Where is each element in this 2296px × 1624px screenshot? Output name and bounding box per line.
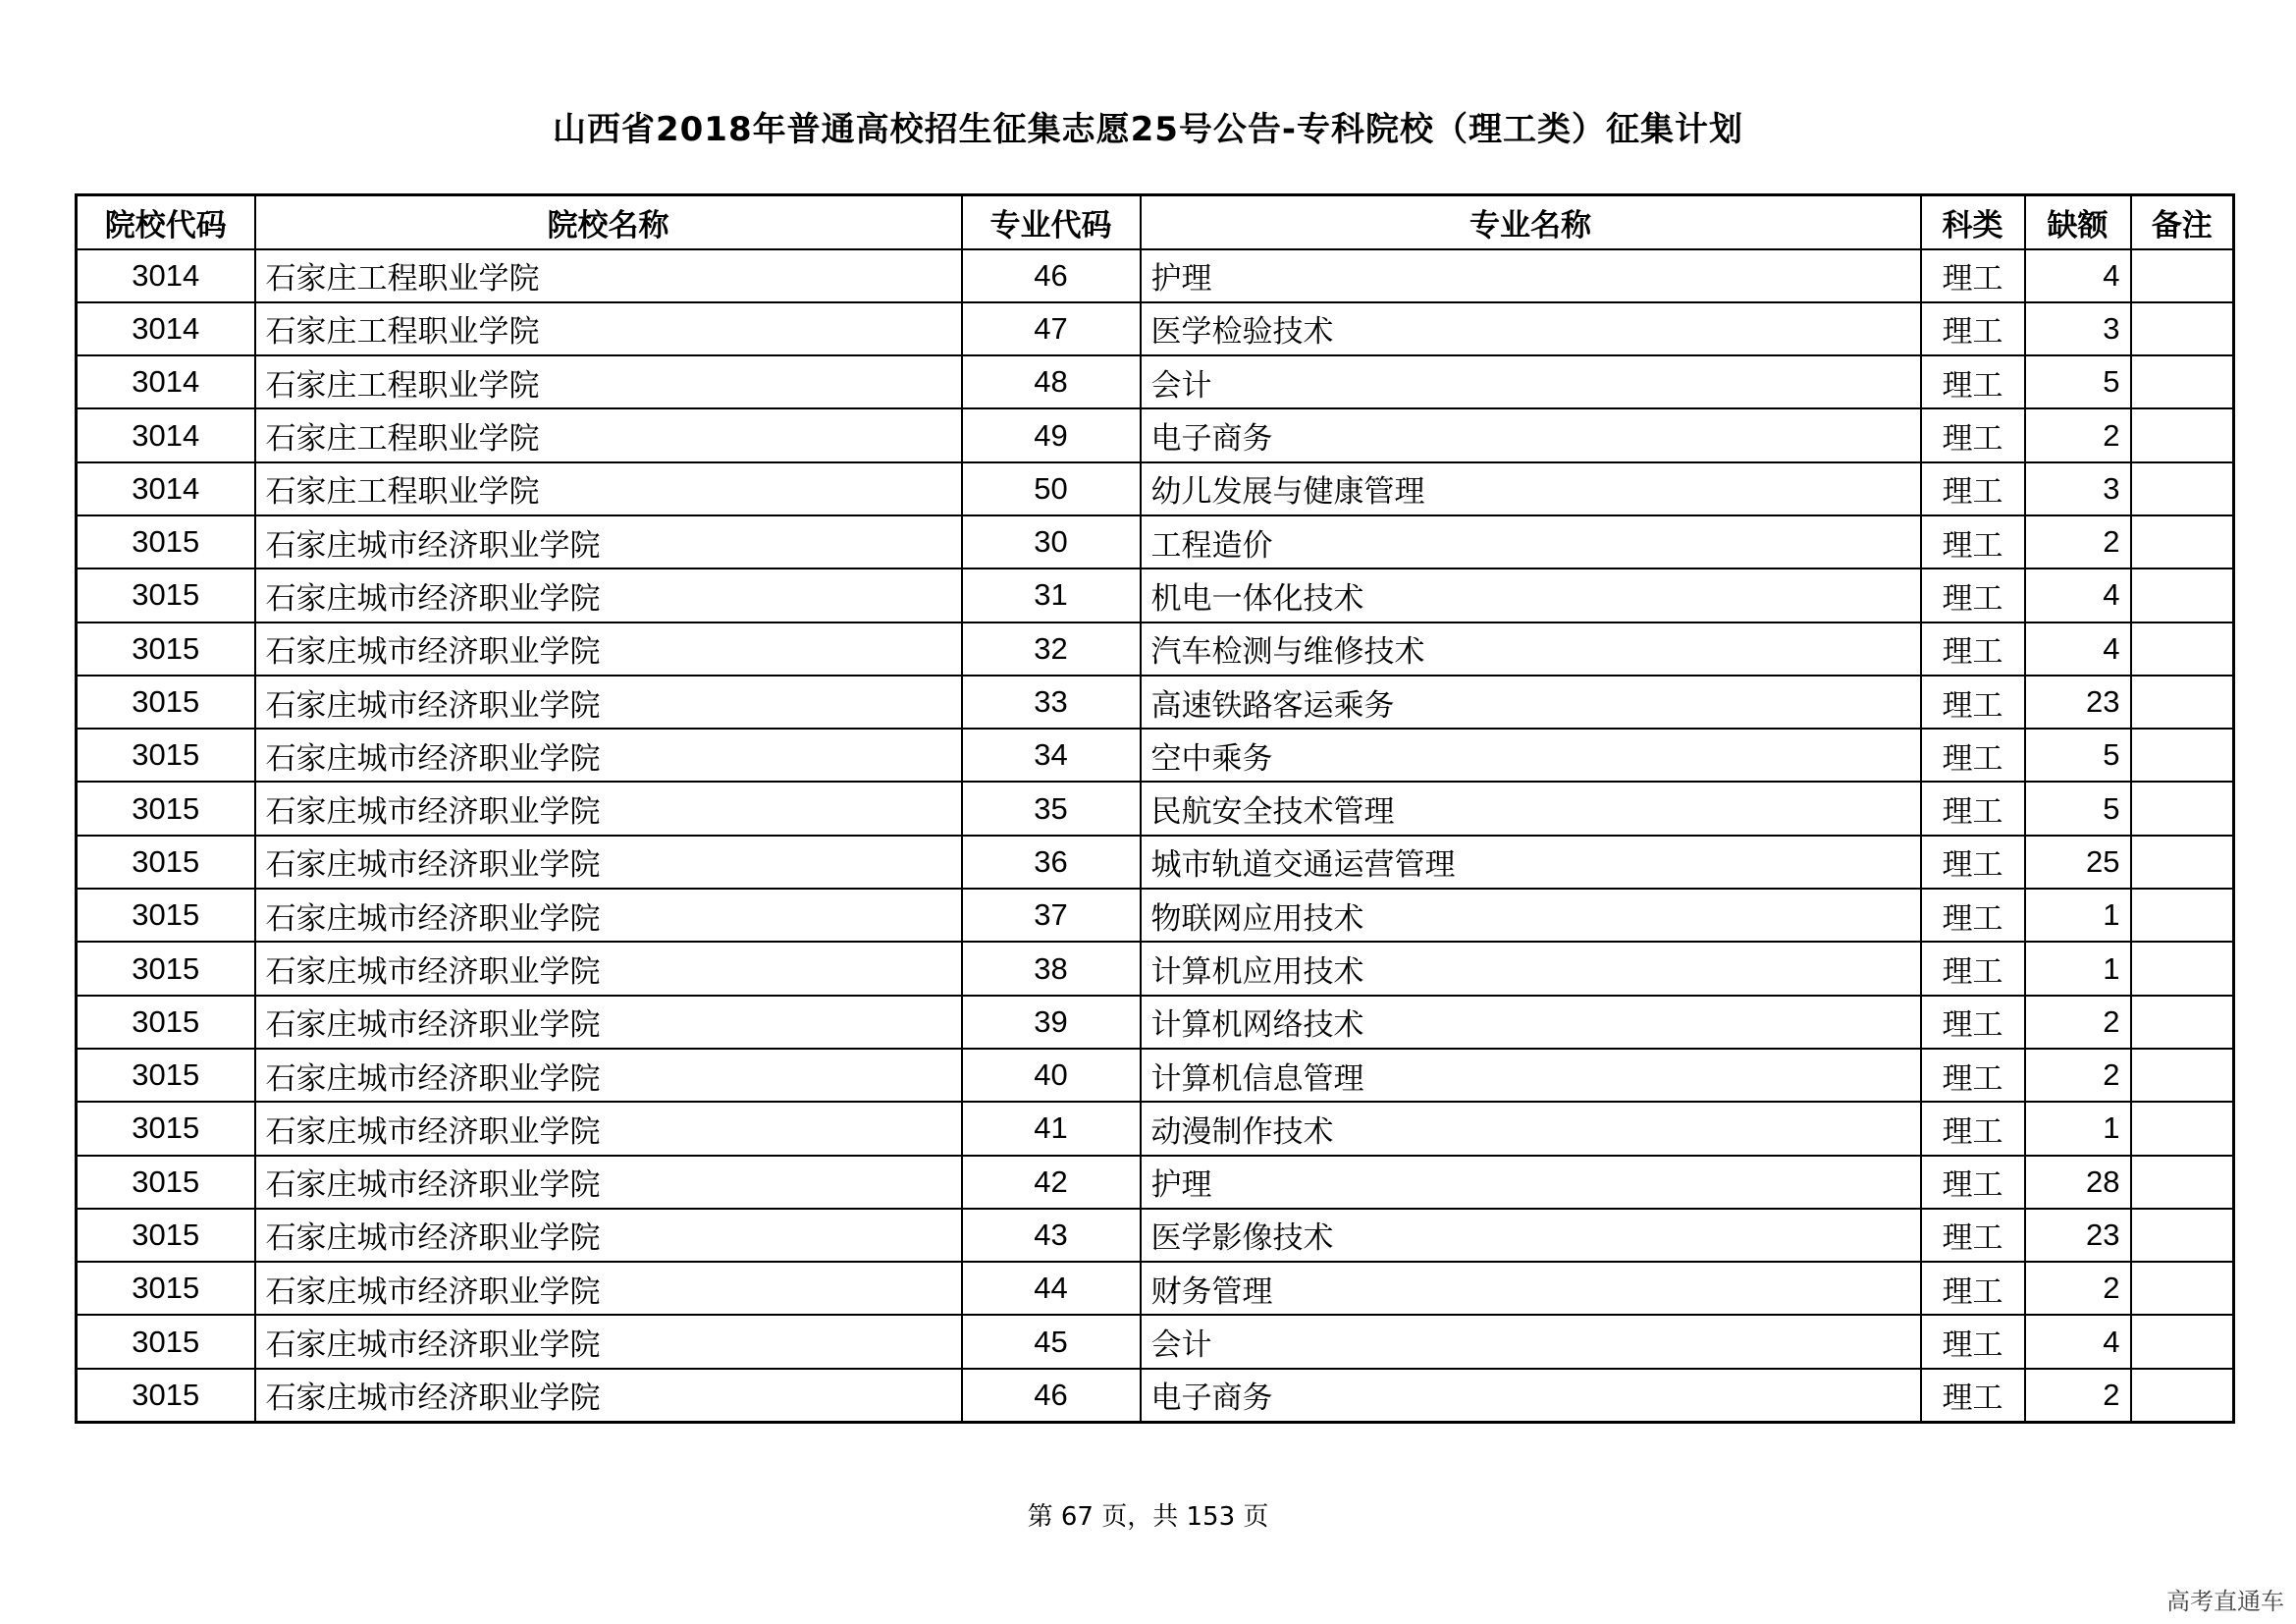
table-header-row: [77, 195, 2234, 249]
cell-major-code: 41: [962, 1102, 1141, 1155]
cell-category: 理工: [1921, 1102, 2025, 1155]
cell-school-code: 3015: [77, 782, 255, 835]
table-row: [77, 1209, 2234, 1262]
cell-major-code: 35: [962, 782, 1141, 835]
cell-quota: 4: [2025, 623, 2131, 676]
table-row: [77, 249, 2234, 302]
cell-note: [2131, 515, 2234, 568]
table-row: [77, 302, 2234, 355]
cell-category: 理工: [1921, 249, 2025, 302]
cell-quota: 2: [2025, 1369, 2131, 1422]
cell-quota: 3: [2025, 462, 2131, 515]
cell-major-code: 30: [962, 515, 1141, 568]
cell-school-name: 石家庄城市经济职业学院: [255, 1369, 962, 1422]
cell-major-name: 计算机信息管理: [1141, 1049, 1921, 1102]
cell-note: [2131, 1156, 2234, 1209]
cell-note: [2131, 1315, 2234, 1368]
cell-school-code: 3015: [77, 996, 255, 1049]
cell-category: 理工: [1921, 1209, 2025, 1262]
cell-major-name: 动漫制作技术: [1141, 1102, 1921, 1155]
cell-major-code: 31: [962, 568, 1141, 622]
cell-quota: 5: [2025, 355, 2131, 408]
cell-major-name: 幼儿发展与健康管理: [1141, 462, 1921, 515]
cell-school-code: 3015: [77, 942, 255, 995]
cell-major-name: 工程造价: [1141, 515, 1921, 568]
cell-major-name: 电子商务: [1141, 1369, 1921, 1422]
cell-note: [2131, 355, 2234, 408]
header-school-code: 院校代码: [77, 195, 255, 249]
cell-major-name: 财务管理: [1141, 1262, 1921, 1315]
cell-school-name: 石家庄工程职业学院: [255, 355, 962, 408]
cell-category: 理工: [1921, 623, 2025, 676]
cell-note: [2131, 462, 2234, 515]
cell-quota: 2: [2025, 1262, 2131, 1315]
table-row: [77, 1262, 2234, 1315]
cell-quota: 1: [2025, 942, 2131, 995]
cell-school-name: 石家庄城市经济职业学院: [255, 782, 962, 835]
cell-note: [2131, 729, 2234, 782]
cell-major-code: 45: [962, 1315, 1141, 1368]
cell-major-name: 医学检验技术: [1141, 302, 1921, 355]
cell-category: 理工: [1921, 568, 2025, 622]
cell-major-code: 40: [962, 1049, 1141, 1102]
cell-major-name: 空中乘务: [1141, 729, 1921, 782]
cell-note: [2131, 836, 2234, 889]
cell-school-code: 3014: [77, 249, 255, 302]
cell-school-code: 3015: [77, 568, 255, 622]
cell-school-code: 3015: [77, 1049, 255, 1102]
cell-major-name: 物联网应用技术: [1141, 889, 1921, 942]
cell-quota: 2: [2025, 408, 2131, 461]
table-row: [77, 942, 2234, 995]
cell-school-name: 石家庄城市经济职业学院: [255, 676, 962, 729]
cell-major-name: 会计: [1141, 355, 1921, 408]
cell-note: [2131, 1209, 2234, 1262]
cell-major-code: 33: [962, 676, 1141, 729]
header-major-name: 专业名称: [1141, 195, 1921, 249]
cell-note: [2131, 889, 2234, 942]
table-row: [77, 1102, 2234, 1155]
cell-category: 理工: [1921, 1262, 2025, 1315]
cell-category: 理工: [1921, 996, 2025, 1049]
cell-school-name: 石家庄城市经济职业学院: [255, 1209, 962, 1262]
cell-category: 理工: [1921, 1156, 2025, 1209]
cell-major-code: 42: [962, 1156, 1141, 1209]
cell-quota: 1: [2025, 889, 2131, 942]
cell-major-name: 汽车检测与维修技术: [1141, 623, 1921, 676]
cell-major-name: 电子商务: [1141, 408, 1921, 461]
cell-note: [2131, 942, 2234, 995]
watermark: 高考直通车: [2166, 1588, 2284, 1615]
cell-major-code: 43: [962, 1209, 1141, 1262]
cell-note: [2131, 1369, 2234, 1422]
cell-category: 理工: [1921, 889, 2025, 942]
cell-note: [2131, 676, 2234, 729]
cell-note: [2131, 1102, 2234, 1155]
cell-major-name: 计算机网络技术: [1141, 996, 1921, 1049]
cell-category: 理工: [1921, 1369, 2025, 1422]
cell-school-code: 3015: [77, 836, 255, 889]
cell-school-code: 3015: [77, 729, 255, 782]
header-note: 备注: [2131, 195, 2234, 249]
cell-school-code: 3015: [77, 1262, 255, 1315]
cell-school-name: 石家庄城市经济职业学院: [255, 1262, 962, 1315]
cell-major-code: 49: [962, 408, 1141, 461]
cell-major-code: 32: [962, 623, 1141, 676]
cell-school-code: 3015: [77, 676, 255, 729]
cell-quota: 1: [2025, 1102, 2131, 1155]
table-row: [77, 889, 2234, 942]
cell-quota: 25: [2025, 836, 2131, 889]
cell-school-name: 石家庄城市经济职业学院: [255, 1156, 962, 1209]
cell-category: 理工: [1921, 676, 2025, 729]
cell-major-name: 护理: [1141, 249, 1921, 302]
cell-school-name: 石家庄城市经济职业学院: [255, 889, 962, 942]
table-row: [77, 1315, 2234, 1368]
cell-school-code: 3015: [77, 1102, 255, 1155]
table-row: [77, 996, 2234, 1049]
cell-category: 理工: [1921, 302, 2025, 355]
cell-school-name: 石家庄城市经济职业学院: [255, 996, 962, 1049]
cell-quota: 2: [2025, 1049, 2131, 1102]
header-category: 科类: [1921, 195, 2025, 249]
cell-category: 理工: [1921, 782, 2025, 835]
cell-category: 理工: [1921, 408, 2025, 461]
cell-school-code: 3014: [77, 355, 255, 408]
cell-major-code: 39: [962, 996, 1141, 1049]
cell-school-name: 石家庄城市经济职业学院: [255, 515, 962, 568]
cell-school-code: 3015: [77, 1315, 255, 1368]
table-row: [77, 515, 2234, 568]
table-row: [77, 1156, 2234, 1209]
page-footer: 第 67 页，共 153 页: [1027, 1502, 1269, 1532]
cell-note: [2131, 782, 2234, 835]
cell-school-code: 3014: [77, 302, 255, 355]
cell-note: [2131, 249, 2234, 302]
cell-major-name: 城市轨道交通运营管理: [1141, 836, 1921, 889]
table-row: [77, 568, 2234, 622]
table-row: [77, 462, 2234, 515]
table-row: [77, 1049, 2234, 1102]
cell-category: 理工: [1921, 462, 2025, 515]
cell-quota: 28: [2025, 1156, 2131, 1209]
cell-category: 理工: [1921, 515, 2025, 568]
cell-category: 理工: [1921, 942, 2025, 995]
cell-school-code: 3014: [77, 462, 255, 515]
cell-note: [2131, 302, 2234, 355]
cell-school-code: 3015: [77, 623, 255, 676]
cell-major-name: 民航安全技术管理: [1141, 782, 1921, 835]
cell-major-code: 38: [962, 942, 1141, 995]
page-title: 山西省2018年普通高校招生征集志愿25号公告-专科院校（理工类）征集计划: [552, 110, 1744, 149]
cell-major-code: 50: [962, 462, 1141, 515]
cell-major-name: 医学影像技术: [1141, 1209, 1921, 1262]
cell-school-code: 3015: [77, 515, 255, 568]
cell-quota: 5: [2025, 782, 2131, 835]
cell-major-code: 46: [962, 1369, 1141, 1422]
cell-school-name: 石家庄工程职业学院: [255, 302, 962, 355]
cell-school-name: 石家庄城市经济职业学院: [255, 1102, 962, 1155]
cell-major-code: 44: [962, 1262, 1141, 1315]
header-major-code: 专业代码: [962, 195, 1141, 249]
cell-category: 理工: [1921, 836, 2025, 889]
cell-major-name: 护理: [1141, 1156, 1921, 1209]
cell-category: 理工: [1921, 355, 2025, 408]
cell-note: [2131, 623, 2234, 676]
header-quota: 缺额: [2025, 195, 2131, 249]
cell-quota: 23: [2025, 676, 2131, 729]
cell-note: [2131, 1262, 2234, 1315]
cell-school-name: 石家庄工程职业学院: [255, 249, 962, 302]
cell-school-code: 3014: [77, 408, 255, 461]
cell-school-name: 石家庄城市经济职业学院: [255, 942, 962, 995]
table-row: [77, 355, 2234, 408]
cell-school-name: 石家庄城市经济职业学院: [255, 1049, 962, 1102]
cell-note: [2131, 1049, 2234, 1102]
table-row: [77, 782, 2234, 835]
cell-school-name: 石家庄城市经济职业学院: [255, 1315, 962, 1368]
cell-major-code: 46: [962, 249, 1141, 302]
table-row: [77, 729, 2234, 782]
cell-quota: 4: [2025, 568, 2131, 622]
cell-major-code: 47: [962, 302, 1141, 355]
table-row: [77, 676, 2234, 729]
cell-school-name: 石家庄工程职业学院: [255, 462, 962, 515]
cell-school-code: 3015: [77, 889, 255, 942]
cell-school-code: 3015: [77, 1209, 255, 1262]
header-school-name: 院校名称: [255, 195, 962, 249]
cell-category: 理工: [1921, 1049, 2025, 1102]
cell-school-name: 石家庄城市经济职业学院: [255, 568, 962, 622]
cell-major-code: 36: [962, 836, 1141, 889]
cell-major-code: 37: [962, 889, 1141, 942]
cell-school-code: 3015: [77, 1369, 255, 1422]
cell-note: [2131, 996, 2234, 1049]
admission-plan-table: [75, 193, 2235, 1424]
cell-quota: 4: [2025, 249, 2131, 302]
cell-quota: 23: [2025, 1209, 2131, 1262]
cell-note: [2131, 408, 2234, 461]
table-row: [77, 1369, 2234, 1422]
cell-major-code: 48: [962, 355, 1141, 408]
cell-major-name: 机电一体化技术: [1141, 568, 1921, 622]
cell-school-code: 3015: [77, 1156, 255, 1209]
cell-major-name: 计算机应用技术: [1141, 942, 1921, 995]
cell-quota: 5: [2025, 729, 2131, 782]
cell-quota: 4: [2025, 1315, 2131, 1368]
cell-category: 理工: [1921, 729, 2025, 782]
cell-school-name: 石家庄城市经济职业学院: [255, 836, 962, 889]
cell-major-code: 34: [962, 729, 1141, 782]
table-body: [77, 249, 2234, 1423]
cell-major-name: 高速铁路客运乘务: [1141, 676, 1921, 729]
cell-quota: 3: [2025, 302, 2131, 355]
cell-school-name: 石家庄城市经济职业学院: [255, 729, 962, 782]
table-row: [77, 836, 2234, 889]
cell-major-name: 会计: [1141, 1315, 1921, 1368]
cell-quota: 2: [2025, 996, 2131, 1049]
cell-school-name: 石家庄城市经济职业学院: [255, 623, 962, 676]
table-row: [77, 623, 2234, 676]
cell-note: [2131, 568, 2234, 622]
cell-category: 理工: [1921, 1315, 2025, 1368]
cell-school-name: 石家庄工程职业学院: [255, 408, 962, 461]
table-row: [77, 408, 2234, 461]
cell-quota: 2: [2025, 515, 2131, 568]
